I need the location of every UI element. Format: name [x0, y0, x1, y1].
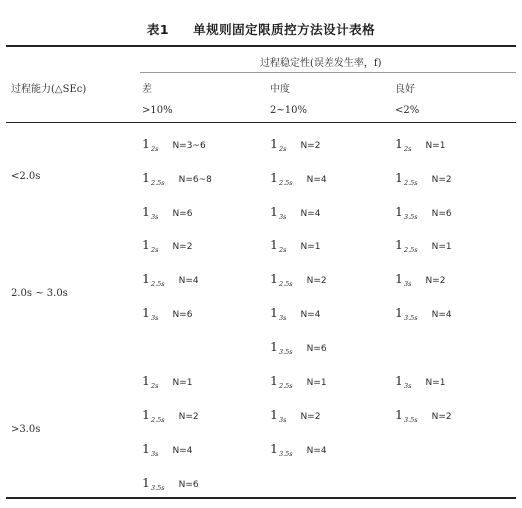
rule-count: 1 — [395, 237, 403, 252]
rule-count: 1 — [270, 407, 278, 422]
control-measurements-n: N=6 — [172, 310, 193, 320]
header-sub-rule — [140, 72, 516, 73]
rule-limit: 2.5s — [150, 179, 165, 187]
control-measurements-n: N=6 — [306, 344, 327, 354]
rule-count: 1 — [142, 407, 150, 422]
qc-rule-cell — [270, 305, 320, 322]
control-measurements-n: N=2 — [178, 412, 199, 422]
rule-count: 1 — [142, 204, 150, 219]
control-measurements-n: N=4 — [300, 209, 321, 219]
control-measurements-n: N=1 — [431, 242, 452, 252]
control-measurements-n: N=6 — [172, 209, 193, 219]
capability-label-mid: 2.0s ~ 3.0s — [11, 288, 68, 299]
qc-rule-cell — [395, 237, 452, 254]
level-range-good: <2% — [395, 105, 420, 116]
qc-rule-cell — [142, 271, 199, 288]
control-measurements-n: N=1 — [425, 141, 446, 151]
rule-limit: 2.5s — [403, 179, 418, 187]
rule-count: 1 — [395, 407, 403, 422]
qc-rule-cell — [395, 170, 452, 187]
process-stability-header: 过程稳定性(误差发生率，f) — [260, 58, 382, 69]
rule-limit: 2s — [150, 382, 159, 390]
control-measurements-n: N=4 — [178, 276, 199, 286]
rule-limit: 3s — [150, 314, 159, 322]
level-label-poor: 差 — [142, 84, 152, 95]
rule-limit: 2.5s — [278, 382, 293, 390]
rule-limit: 2.5s — [403, 246, 418, 254]
table-caption — [0, 20, 522, 38]
qc-rule-cell — [142, 237, 192, 254]
capability-label-high: >3.0s — [11, 424, 41, 435]
qc-rule-cell — [395, 271, 445, 288]
rule-limit: 2.5s — [278, 179, 293, 187]
rule-limit: 3s — [278, 416, 287, 424]
rule-limit: 3s — [403, 382, 412, 390]
rule-limit: 3s — [403, 280, 412, 288]
qc-rule-cell — [142, 305, 192, 322]
rule-count: 1 — [142, 237, 150, 252]
rule-count: 1 — [270, 237, 278, 252]
rule-limit: 2.5s — [278, 280, 293, 288]
top-rule — [6, 45, 516, 47]
qc-rule-cell — [142, 136, 206, 153]
qc-rule-cell — [395, 407, 452, 424]
rule-count: 1 — [142, 475, 150, 490]
level-label-good: 良好 — [395, 84, 415, 95]
rule-limit: 2s — [150, 246, 159, 254]
control-measurements-n: N=1 — [172, 378, 193, 388]
qc-rule-cell — [270, 170, 327, 187]
process-capability-header: 过程能力(△SEc) — [11, 84, 87, 95]
qc-rule-cell — [142, 475, 199, 492]
rule-count: 1 — [270, 339, 278, 354]
rule-limit: 3s — [150, 450, 159, 458]
control-measurements-n: N=6 — [178, 480, 199, 490]
rule-limit: 2s — [403, 145, 412, 153]
control-measurements-n: N=4 — [172, 446, 193, 456]
rule-count: 1 — [270, 204, 278, 219]
level-range-poor: >10% — [142, 105, 173, 116]
rule-count: 1 — [395, 305, 403, 320]
control-measurements-n: N=2 — [431, 175, 452, 185]
rule-limit: 3s — [278, 314, 287, 322]
qc-rule-cell — [270, 204, 320, 221]
control-measurements-n: N=4 — [306, 446, 327, 456]
rule-count: 1 — [142, 170, 150, 185]
control-measurements-n: N=2 — [306, 276, 327, 286]
qc-rule-cell — [395, 204, 452, 221]
rule-count: 1 — [395, 373, 403, 388]
bottom-rule — [6, 497, 516, 499]
rule-count: 1 — [142, 271, 150, 286]
qc-rule-cell — [270, 271, 327, 288]
control-measurements-n: N=2 — [431, 412, 452, 422]
table-number: 表1 — [146, 22, 170, 37]
rule-count: 1 — [270, 305, 278, 320]
rule-count: 1 — [142, 305, 150, 320]
qc-rule-cell — [395, 136, 445, 153]
control-measurements-n: N=2 — [172, 242, 193, 252]
level-range-moderate: 2~10% — [270, 105, 307, 116]
table-title: 单规则固定限质控方法设计表格 — [193, 22, 376, 37]
qc-rule-cell — [142, 204, 192, 221]
control-measurements-n: N=6~8 — [178, 175, 212, 185]
rule-count: 1 — [142, 441, 150, 456]
rule-limit: 3.5s — [403, 416, 418, 424]
qc-rule-cell — [270, 339, 327, 356]
qc-rule-cell — [142, 441, 192, 458]
rule-count: 1 — [270, 441, 278, 456]
control-measurements-n: N=2 — [300, 412, 321, 422]
rule-count: 1 — [270, 136, 278, 151]
level-label-moderate: 中度 — [270, 84, 290, 95]
rule-count: 1 — [395, 204, 403, 219]
qc-rule-cell — [142, 170, 212, 187]
rule-count: 1 — [395, 170, 403, 185]
rule-limit: 2.5s — [150, 280, 165, 288]
control-measurements-n: N=1 — [300, 242, 321, 252]
control-measurements-n: N=1 — [425, 378, 446, 388]
qc-rule-cell — [142, 407, 199, 424]
qc-rule-cell — [142, 373, 192, 390]
rule-count: 1 — [395, 271, 403, 286]
rule-limit: 3.5s — [403, 314, 418, 322]
rule-count: 1 — [270, 170, 278, 185]
qc-rule-cell — [270, 441, 327, 458]
control-measurements-n: N=3~6 — [172, 141, 206, 151]
rule-limit: 2s — [150, 145, 159, 153]
rule-limit: 2s — [278, 145, 287, 153]
qc-rule-cell — [270, 407, 320, 424]
control-measurements-n: N=4 — [300, 310, 321, 320]
qc-rule-cell — [270, 237, 320, 254]
rule-limit: 3.5s — [278, 450, 293, 458]
rule-limit: 3s — [278, 213, 287, 221]
rule-limit: 2s — [278, 246, 287, 254]
control-measurements-n: N=2 — [300, 141, 321, 151]
rule-count: 1 — [395, 136, 403, 151]
control-measurements-n: N=4 — [306, 175, 327, 185]
rule-count: 1 — [270, 271, 278, 286]
control-measurements-n: N=1 — [306, 378, 327, 388]
rule-limit: 3.5s — [278, 348, 293, 356]
rule-count: 1 — [270, 373, 278, 388]
rule-limit: 2.5s — [150, 416, 165, 424]
header-bottom-rule — [6, 122, 516, 123]
capability-label-low: <2.0s — [11, 171, 41, 182]
control-measurements-n: N=2 — [425, 276, 446, 286]
control-measurements-n: N=4 — [431, 310, 452, 320]
qc-rule-cell — [270, 373, 327, 390]
rule-count: 1 — [142, 373, 150, 388]
rule-limit: 3s — [150, 213, 159, 221]
rule-limit: 3.5s — [150, 484, 165, 492]
control-measurements-n: N=6 — [431, 209, 452, 219]
qc-rule-cell — [395, 373, 445, 390]
qc-rule-cell — [395, 305, 452, 322]
rule-count: 1 — [142, 136, 150, 151]
qc-rule-cell — [270, 136, 320, 153]
rule-limit: 3.5s — [403, 213, 418, 221]
